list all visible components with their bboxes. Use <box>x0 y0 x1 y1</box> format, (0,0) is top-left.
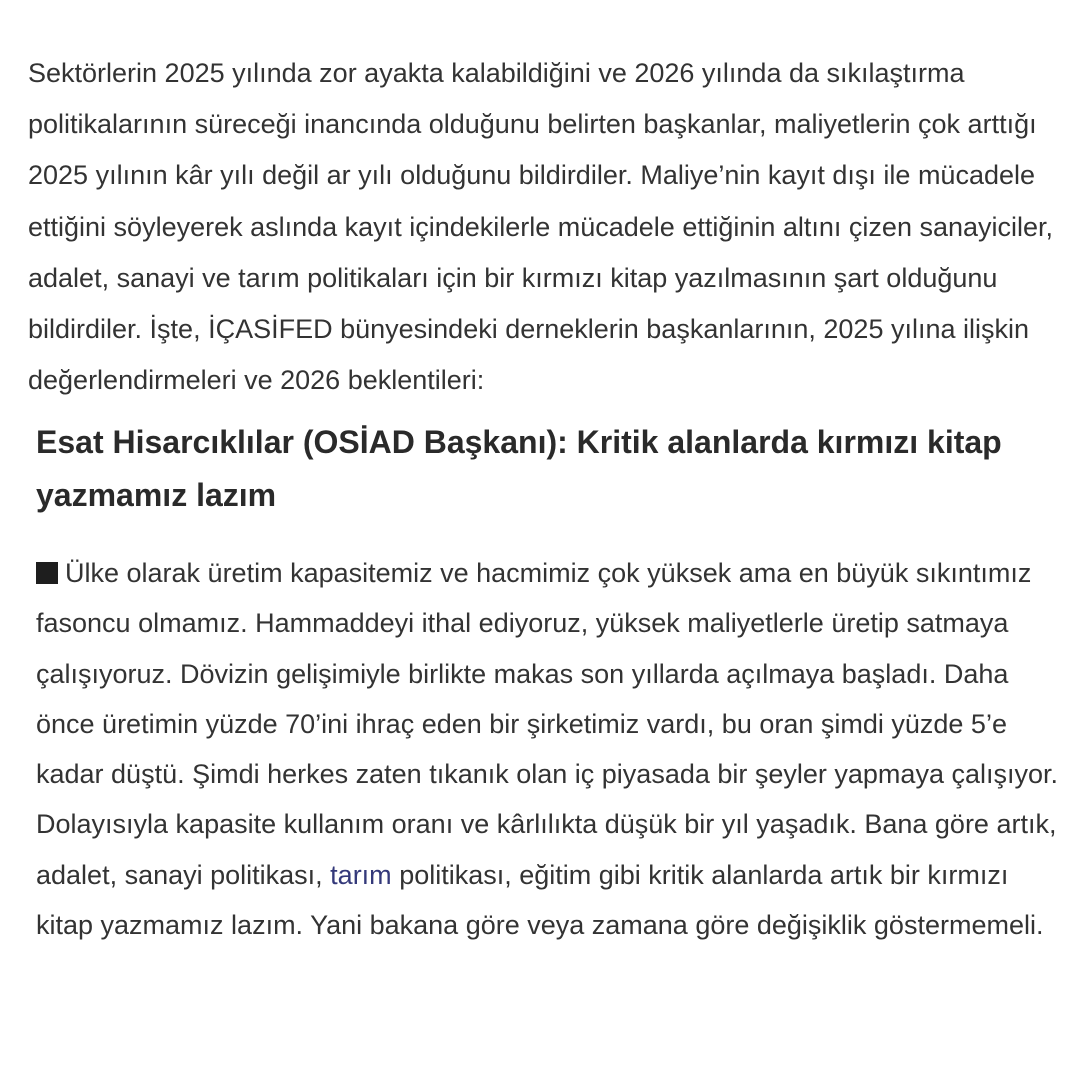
paragraph-text-start: Ülke olarak üretim kapasitemiz ve hacmimiz çok yüksek ama en büyük sıkıntımız fasoncu olmamız. Hammaddeyi ithal ediyoruz, yüksek maliyetlerle üretip satmaya çalışıyoruz. Dövizin gelişimiyle birlikte makas son yıllarda açılmaya başladı. Daha önce üretimin yüzde 70’ini ihraç eden bir şirketimiz vardı, bu oran şimdi yüzde 5’e kadar düştü. Şimdi herkes zaten tıkanık olan iç piyasada bir şeyler yapmaya çalışıyor. Dolayısıyla kapasite kullanım oranı ve kârlılıkta düşük bir yıl yaşadık. Bana göre artık, adalet, sanayi politikası, <box>36 558 1058 890</box>
black-square-icon <box>36 562 58 584</box>
tarim-link[interactable]: tarım <box>330 859 392 890</box>
intro-paragraph: Sektörlerin 2025 yılında zor ayakta kalabildiğini ve 2026 yılında da sıkılaştırma politikalarının süreceği inancında olduğunu belirten başkanlar, maliyetlerin çok arttığı 2025 yılının kâr yılı değil ar yılı olduğunu bildirdiler. Maliye’nin kayıt dışı ile mücadele ettiğini söyleyerek aslında kayıt içindekilerle mücadele ettiğinin altını çizen sanayiciler, adalet, sanayi ve tarım politikaları için bir kırmızı kitap yazılmasının şart olduğunu bildirdiler. İşte, İÇASİFED bünyesindeki derneklerin başkanlarının, 2025 yılına ilişkin değerlendirmeleri ve 2026 beklentileri: <box>28 58 1054 396</box>
paragraph-text-end: politikası, eğitim gibi kritik alanlarda artık bir kırmızı kitap yazmamız lazım. Yani bakana göre veya zamana göre değişiklik göstermemeli. <box>36 859 1044 941</box>
section-heading: Esat Hisarcıklılar (OSİAD Başkanı): Kritik alanlarda kırmızı kitap yazmamız lazım <box>36 424 1002 513</box>
interview-paragraph <box>36 548 1068 950</box>
